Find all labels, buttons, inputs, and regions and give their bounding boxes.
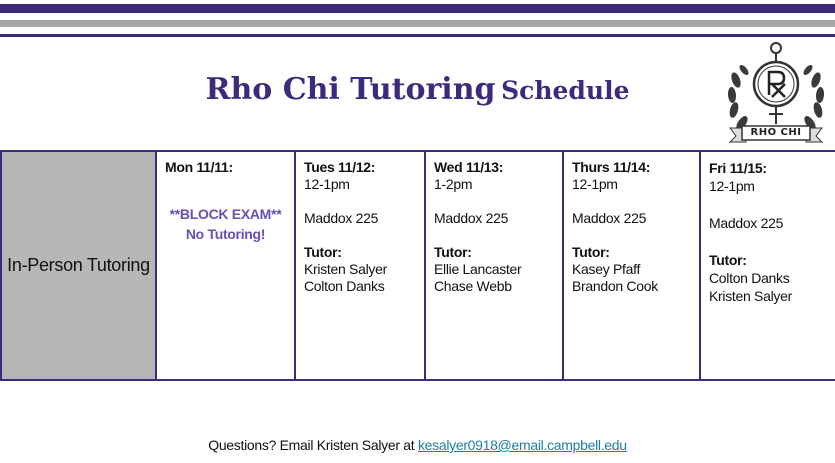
day-label: Mon 11/11: [165, 159, 233, 175]
tutor-name: Kristen Salyer [304, 261, 387, 277]
day-cell-tue [295, 151, 425, 380]
day-cell-fri [700, 151, 835, 380]
table-row [1, 151, 835, 380]
tutor-name: Colton Danks [709, 270, 790, 286]
tutor-name: Colton Danks [304, 278, 385, 294]
tutor-name: Kristen Salyer [709, 288, 792, 304]
tutor-label: Tutor: [572, 244, 610, 260]
session-time: 12-1pm [709, 178, 755, 194]
logo-banner-text: RHO CHI [750, 127, 802, 138]
day-cell-thu [563, 151, 700, 380]
tutor-label: Tutor: [304, 244, 342, 260]
title-sub: Schedule [501, 76, 630, 105]
session-time: 12-1pm [304, 176, 350, 192]
page-title [0, 72, 835, 107]
session-time: 1-2pm [434, 176, 473, 192]
day-cell-mon [156, 151, 295, 380]
header-bar-purple [0, 4, 835, 13]
session-location: Maddox 225 [572, 210, 647, 226]
tutor-label: Tutor: [709, 252, 747, 268]
email-link[interactable]: kesalyer0918@email.campbell.edu [417, 437, 627, 453]
tutor-name: Chase Webb [434, 278, 512, 294]
session-location: Maddox 225 [304, 210, 379, 226]
day-label: Thurs 11/14: [572, 159, 651, 175]
title-main: Rho Chi Tutoring [205, 72, 496, 107]
day-label: Wed 11/13: [434, 159, 504, 175]
day-label: Fri 11/15: [709, 160, 767, 176]
footer-contact [0, 437, 835, 453]
footer-text: Questions? Email Kristen Salyer at [208, 437, 415, 453]
row-header-in-person [1, 151, 156, 380]
tutor-name: Brandon Cook [572, 278, 658, 294]
session-location: Maddox 225 [434, 210, 509, 226]
notice-line: **BLOCK EXAM** [169, 206, 282, 222]
tutor-name: Ellie Lancaster [434, 261, 522, 277]
header-bar-gray [0, 20, 835, 27]
session-location: Maddox 225 [709, 215, 784, 231]
tutor-label: Tutor: [434, 244, 472, 260]
schedule-table [0, 150, 835, 381]
tutor-name: Kasey Pfaff [572, 261, 641, 277]
row-header-label: In-Person Tutoring [7, 255, 150, 275]
session-time: 12-1pm [572, 176, 618, 192]
day-label: Tues 11/12: [304, 159, 376, 175]
block-exam-notice [165, 204, 286, 244]
header-bar-thin [0, 34, 835, 37]
notice-line: No Tutoring! [185, 226, 266, 242]
day-cell-wed [425, 151, 563, 380]
